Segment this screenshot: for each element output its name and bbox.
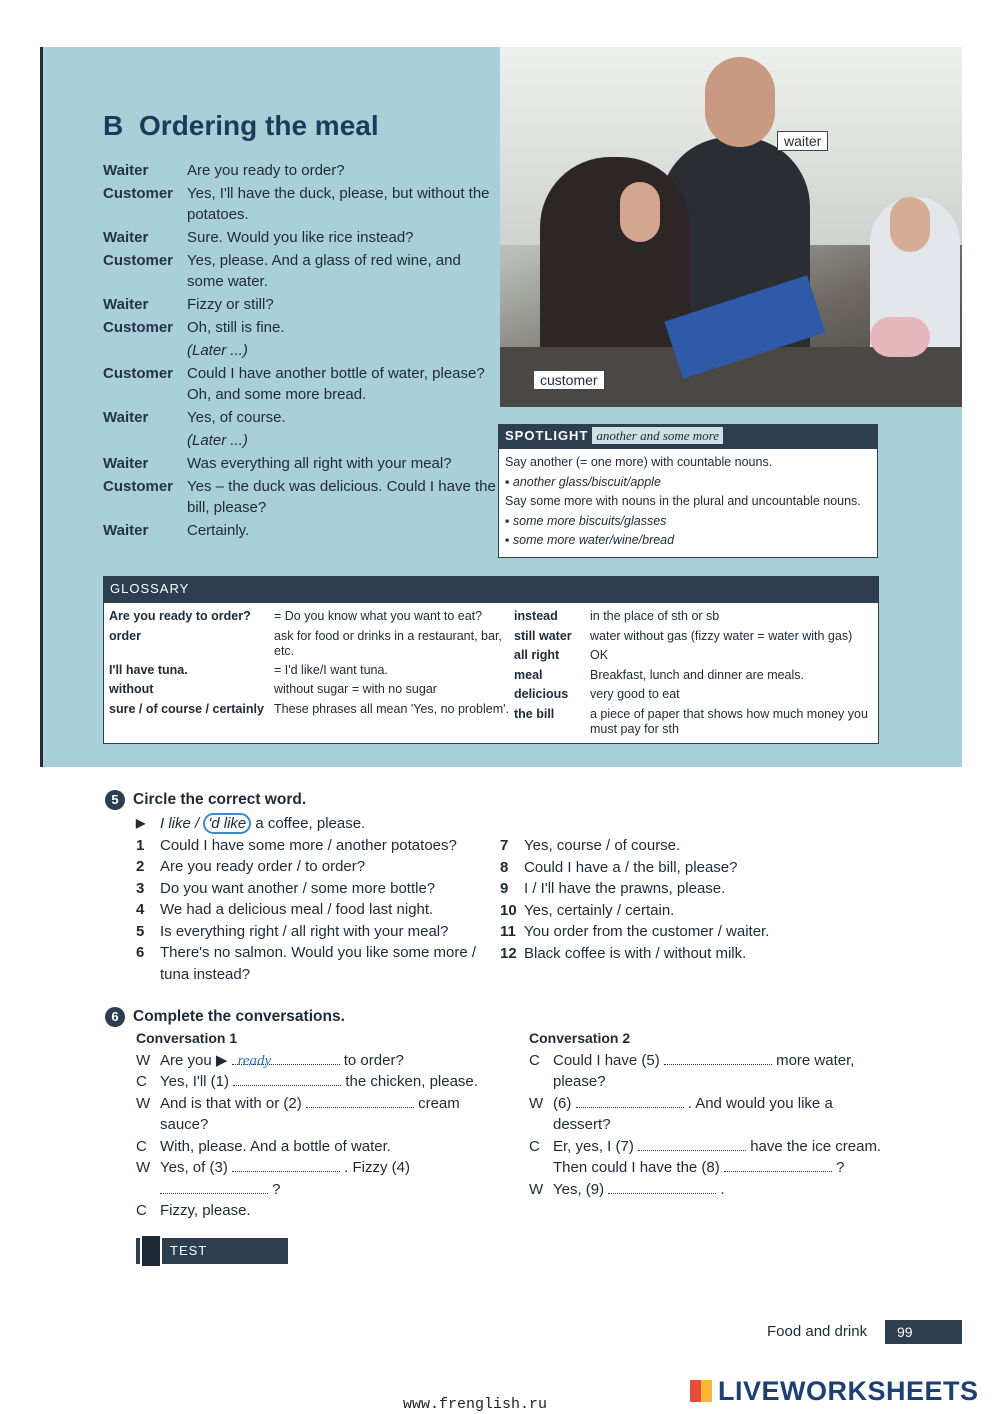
item-text: Do you want another / some more bottle? (160, 879, 436, 897)
answer-blank[interactable] (160, 1179, 268, 1194)
line-text (553, 1050, 889, 1093)
line-speaker: W (529, 1180, 544, 1198)
item-number: 11 (500, 923, 516, 940)
glossary-entry (514, 705, 874, 739)
line-speaker: C (529, 1137, 540, 1155)
item-text: We had a delicious meal / food last night. (160, 901, 434, 918)
glossary-term: meal (514, 667, 543, 682)
line-speaker: W (136, 1159, 151, 1176)
glossary-definition: very good to eat (590, 687, 680, 701)
line-prompt: (6) (553, 1094, 572, 1112)
spotlight-line: ▪ some more biscuits/glasses (505, 513, 667, 528)
line-continuation: have the ice cream. Then could I have the (8) (553, 1137, 882, 1176)
line-continuation: . (720, 1180, 725, 1198)
item-text: Could I have some more / another potatoes? (160, 836, 457, 854)
line-continuation: the chicken, please. (345, 1073, 478, 1090)
glossary-term: sure / of course / certainly (109, 701, 264, 716)
glossary-definition: These phrases all mean 'Yes, no problem'. (274, 701, 509, 716)
line-speaker: W (529, 1094, 544, 1112)
glossary-entry (514, 646, 874, 666)
item-text: Black coffee is with / without milk. (524, 944, 747, 962)
left-rule (40, 47, 43, 767)
item-number: 10 (500, 901, 517, 919)
line-speaker: C (136, 1073, 147, 1090)
item-number: 5 (136, 922, 145, 940)
item-text: Could I have a / the bill, please? (524, 858, 738, 876)
dialogue-text: Yes, I'll have the duck, please, but without the potatoes. (187, 185, 490, 223)
conversation-line (529, 1093, 889, 1136)
liveworksheets-logo (690, 1376, 979, 1407)
line-prompt: And is that with or (2) (160, 1094, 302, 1112)
line-prompt: Could I have (5) (553, 1051, 660, 1069)
item-number: 8 (500, 858, 509, 876)
line-continuation: . And would you like a dessert? (553, 1094, 833, 1133)
glossary-title: GLOSSARY (104, 577, 878, 603)
exercise-5-instruction: Circle the correct word. (133, 791, 307, 809)
item-number: 7 (500, 837, 509, 854)
dialogue-speaker: Waiter (103, 455, 149, 472)
exercise-5-item[interactable] (500, 857, 900, 879)
dialogue-line (103, 363, 498, 405)
glossary-term: instead (514, 609, 558, 623)
conversation-line (529, 1050, 889, 1093)
example-before: I like / (160, 815, 200, 832)
section-title (103, 110, 379, 142)
conversation-line (136, 1050, 481, 1072)
dialogue-text: Yes, please. And a glass of red wine, and some water. (187, 252, 461, 290)
dialogue-line (103, 250, 498, 292)
example-marker: ▶ (136, 816, 146, 830)
item-text: You order from the customer / waiter. (524, 923, 770, 940)
glossary-term: all right (514, 648, 560, 662)
glossary-box (103, 576, 879, 744)
exercise-6-title (105, 1007, 345, 1027)
exercise-5-item[interactable] (500, 943, 900, 965)
waiter-label: waiter (777, 131, 828, 151)
glossary-term: without (109, 682, 154, 696)
line-text (553, 1136, 889, 1179)
line-continuation: cream sauce? (160, 1094, 460, 1133)
glossary-definition: in the place of sth or sb (590, 609, 720, 623)
dialogue-speaker: Waiter (103, 522, 149, 539)
dialogue-line (103, 453, 498, 474)
page-number: 99 (885, 1320, 962, 1344)
exercise-5-item[interactable] (500, 921, 900, 943)
dialogue-line (103, 317, 498, 338)
line-text (553, 1179, 725, 1201)
item-text: There's no salmon. Would you like some more / tuna instead? (160, 944, 477, 983)
spotlight-label: SPOTLIGHT (505, 428, 589, 443)
exercise-5-item[interactable] (136, 878, 496, 900)
exercise-5-item[interactable] (500, 900, 900, 922)
section-letter: B (103, 110, 124, 141)
dialogue-text: Certainly. (187, 522, 250, 539)
glossary-entry (109, 607, 509, 627)
conversation-line (136, 1136, 481, 1158)
glossary-definition: water without gas (fizzy water = water with gas) (590, 628, 853, 643)
answer-blank[interactable] (576, 1093, 684, 1108)
exercise-5-item[interactable] (136, 856, 496, 878)
dialogue-speaker: Customer (103, 319, 174, 336)
dialogue-text: Are you ready to order? (187, 162, 345, 179)
dialogue-text: Fizzy or still? (187, 296, 274, 313)
customer-label: customer (533, 370, 605, 390)
line-text (160, 1093, 481, 1136)
glossary-definition: without sugar = with no sugar (274, 682, 437, 696)
restaurant-photo (500, 47, 962, 407)
line-prompt: Yes, (9) (553, 1180, 605, 1198)
line-prompt: Er, yes, I (7) (553, 1137, 634, 1155)
test-yourself-label: TEST YOURSELF (170, 1243, 249, 1284)
spotlight-line: ▪ another glass/biscuit/apple (505, 474, 661, 489)
exercise-6-instruction: Complete the conversations. (133, 1008, 345, 1026)
answer-blank[interactable] (232, 1157, 340, 1172)
line-text (160, 1050, 404, 1072)
line-text (160, 1200, 251, 1222)
section-title-text: Ordering the meal (139, 110, 379, 141)
conversation-line (136, 1200, 481, 1222)
conversation-2 (529, 1028, 889, 1200)
glossary-entry (109, 627, 509, 661)
item-text: Yes, course / of course. (524, 837, 681, 854)
dialogue-text: (Later ...) (187, 342, 248, 359)
item-text: I / I'll have the prawns, please. (524, 880, 726, 897)
exercise-5-item[interactable] (500, 878, 900, 900)
line-speaker: W (136, 1051, 151, 1069)
dialogue-text: Could I have another bottle of water, please? Oh, and some more bread. (187, 365, 485, 403)
glossary-entry (109, 700, 509, 720)
glossary-term: the bill (514, 706, 555, 721)
line-speaker: C (529, 1051, 540, 1069)
conversation-1 (136, 1028, 481, 1222)
item-text: Are you ready order / to order? (160, 858, 366, 875)
dialogue-line (103, 183, 498, 225)
answer-blank[interactable] (664, 1050, 772, 1065)
line-text (160, 1136, 391, 1158)
line-text (160, 1071, 478, 1093)
dialogue-speaker: Waiter (103, 409, 149, 426)
glossary-definition: OK (590, 648, 609, 662)
dialogue-speaker: Waiter (103, 229, 149, 246)
item-number: 9 (500, 880, 509, 897)
line-continuation: to order? (343, 1051, 404, 1069)
dialogue-speaker: Customer (103, 252, 174, 269)
line-prompt: Yes, I'll (1) (160, 1073, 230, 1090)
dialogue-text: Oh, still is fine. (187, 319, 285, 336)
dialogue-text: Was everything all right with your meal? (187, 455, 452, 472)
spotlight-body (499, 449, 877, 555)
dialogue-line (103, 294, 498, 315)
item-number: 3 (136, 879, 145, 897)
glossary-term: still water (514, 628, 572, 643)
line-prompt: With, please. And a bottle of water. (160, 1137, 391, 1155)
answer-blank[interactable] (638, 1136, 746, 1151)
spotlight-line: Say another (= one more) with countable nouns. (505, 455, 773, 469)
dialogue-text: Sure. Would you like rice instead? (187, 229, 414, 246)
glossary-definition: = I'd like/I want tuna. (274, 662, 388, 677)
dialogue-speaker: Customer (103, 185, 174, 202)
conversation-line (136, 1093, 481, 1136)
line-end: ? (836, 1159, 845, 1176)
line-speaker: C (136, 1202, 147, 1219)
answer-blank[interactable] (724, 1157, 832, 1172)
dialogue-speaker (103, 430, 187, 451)
item-text: Yes, certainly / certain. (524, 901, 675, 919)
glossary-definition: = Do you know what you want to eat? (274, 609, 483, 623)
spotlight-topic: another and some more (592, 427, 723, 444)
conversation-2-heading: Conversation 2 (529, 1030, 631, 1046)
item-text: Is everything right / all right with your meal? (160, 922, 449, 940)
conversation-line (136, 1157, 481, 1200)
item-number: 1 (136, 836, 145, 854)
answer-blank[interactable] (306, 1093, 414, 1108)
spotlight-line: ▪ some more water/wine/bread (505, 533, 675, 547)
line-continuation: more water, please? (553, 1051, 855, 1090)
item-number: 6 (136, 944, 145, 961)
dialogue-line (103, 227, 498, 248)
glossary-entry (514, 607, 874, 627)
conversation-line (136, 1071, 481, 1093)
glossary-term: delicious (514, 687, 569, 701)
glossary-left (109, 607, 509, 719)
spotlight-line: Say some more with nouns in the plural and uncountable nouns. (505, 494, 861, 508)
answer-blank[interactable] (232, 1050, 340, 1069)
item-number: 2 (136, 858, 145, 875)
glossary-term: I'll have tuna. (109, 662, 188, 677)
dialogue-text: Yes – the duck was delicious. Could I have the bill, please? (187, 478, 496, 516)
dialogue (103, 160, 498, 543)
site-url: www.frenglish.ru (403, 1396, 548, 1413)
glossary-definition: a piece of paper that shows how much money you must pay for sth (590, 706, 868, 736)
dialogue-line (103, 160, 498, 181)
test-yourself-button[interactable] (136, 1238, 288, 1284)
dialogue-text: Yes, of course. (187, 409, 286, 426)
exercise-5-item[interactable] (136, 835, 496, 857)
dialogue-speaker: Customer (103, 365, 174, 382)
exercise-5-left (136, 813, 496, 985)
dialogue-speaker: Waiter (103, 162, 149, 179)
logo-squares-icon (690, 1380, 712, 1402)
conversation-line (529, 1136, 889, 1179)
notebook-icon (140, 1234, 162, 1268)
glossary-definition: Breakfast, lunch and dinner are meals. (590, 667, 805, 682)
line-speaker: C (136, 1137, 147, 1155)
line-prompt: Fizzy, please. (160, 1202, 251, 1219)
line-speaker: W (136, 1094, 151, 1112)
conversation-1-heading: Conversation 1 (136, 1030, 238, 1046)
exercise-5-item[interactable] (136, 942, 496, 985)
dialogue-speaker (103, 340, 187, 361)
glossary-right (514, 607, 874, 739)
example-after: a coffee, please. (251, 815, 366, 832)
brand-name: LIVEWORKSHEETS (718, 1376, 979, 1406)
exercise-6-number: 6 (105, 1007, 125, 1027)
dialogue-line (103, 520, 498, 541)
exercise-5-item[interactable] (136, 921, 496, 943)
line-text (160, 1157, 481, 1200)
glossary-entry (514, 666, 874, 686)
exercise-5-right (500, 835, 900, 964)
glossary-entry (514, 685, 874, 705)
line-text (553, 1093, 889, 1136)
line-prompt: Are you ▶ (160, 1051, 228, 1069)
exercise-5-title (105, 790, 306, 810)
glossary-definition: ask for food or drinks in a restaurant, bar, etc. (274, 628, 502, 658)
answer-blank[interactable] (608, 1179, 716, 1194)
spotlight-header (499, 425, 877, 449)
dialogue-speaker: Waiter (103, 296, 149, 313)
chapter-name: Food and drink (767, 1323, 868, 1340)
dialogue-line (103, 340, 498, 361)
glossary-entry (109, 680, 509, 700)
conversation-line (529, 1179, 889, 1201)
dialogue-line (103, 476, 498, 518)
glossary-term: order (109, 628, 141, 643)
example-circled-answer[interactable]: 'd like (203, 813, 251, 834)
dialogue-line (103, 430, 498, 451)
spotlight-box (498, 424, 878, 558)
line-prompt: Yes, of (3) (160, 1159, 228, 1176)
answer-blank[interactable] (233, 1071, 341, 1086)
exercise-5-item[interactable] (500, 835, 900, 857)
glossary-entry (109, 661, 509, 681)
line-end: ? (272, 1180, 281, 1198)
exercise-5-item[interactable] (136, 899, 496, 921)
glossary-term: Are you ready to order? (109, 609, 251, 623)
dialogue-speaker: Customer (103, 478, 174, 495)
glossary-entry (514, 627, 874, 647)
handwritten-answer: ready (237, 1052, 272, 1069)
dialogue-line (103, 407, 498, 428)
line-continuation: . Fizzy (4) (344, 1159, 411, 1176)
item-number: 12 (500, 944, 517, 962)
dialogue-text: (Later ...) (187, 432, 248, 449)
exercise-5-number: 5 (105, 790, 125, 810)
exercise-5-example (136, 813, 496, 835)
item-number: 4 (136, 901, 145, 918)
